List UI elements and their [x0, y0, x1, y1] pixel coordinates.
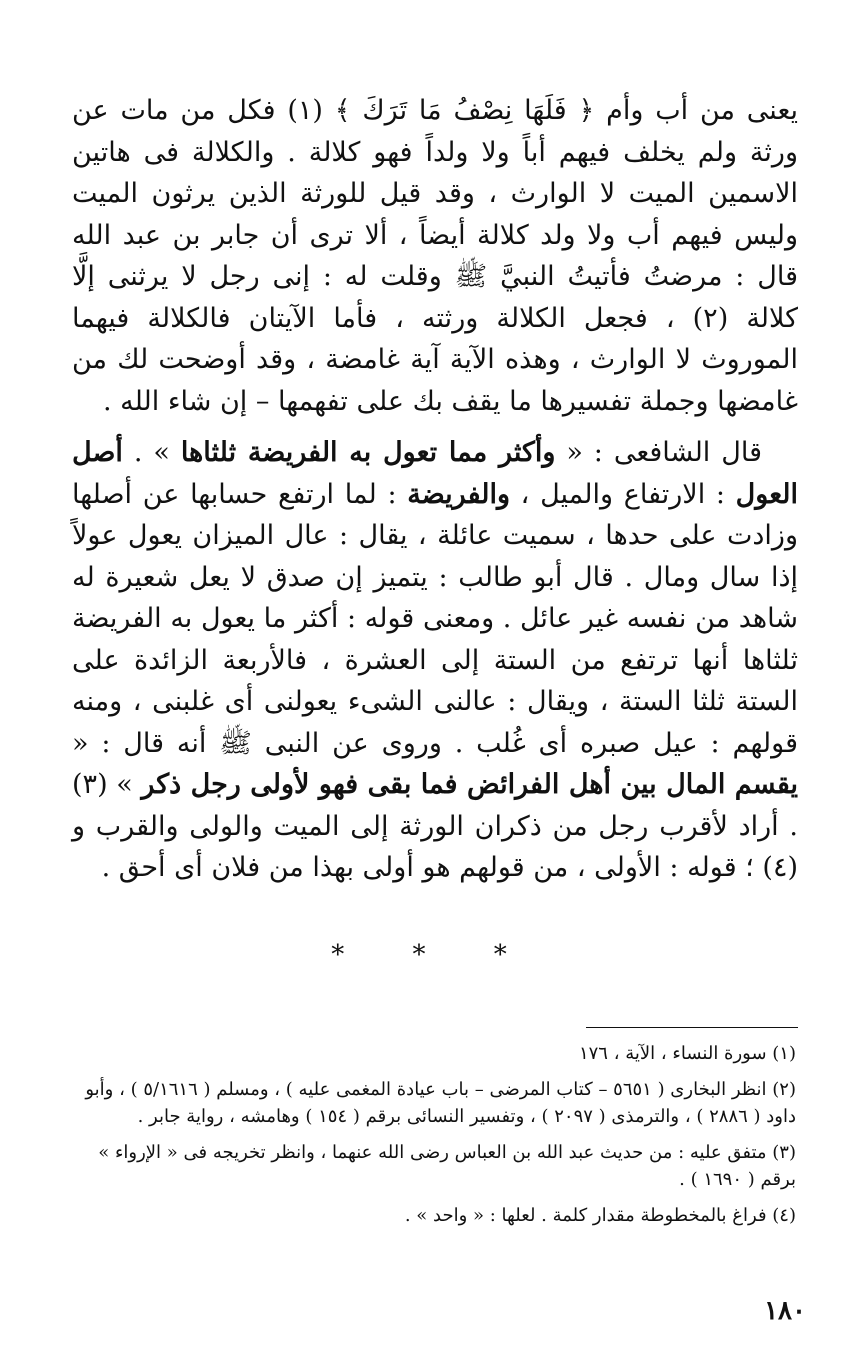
p2-intro: قال الشافعى : « — [555, 437, 762, 468]
p2-quote-bold: وأكثر مما تعول به الفريضة ثلثاها — [180, 437, 556, 468]
paragraph-2 — [72, 432, 798, 889]
footnotes — [72, 1040, 796, 1238]
p2-mid-3: : لما ارتفع حسابها عن أصلها وزادت على حدها ، سميت عائلة ، يقال : عال الميزان يعول عولاً إذا سال ومال . قال أبو طالب : يتميز إن صدق لا يعل شعيرة له شاهد من نفسه غير عائل . ومعنى قوله : أكثر ما يعول به الفريضة ثلثاها أنها ترتفع من الستة إلى العشرة ، فالأربعة الزائدة على الستة ثلثا الستة ، ويقال : عالنى الشىء يعولنى أى غلبنى ، ومنه قولهم : عيل صبره أى غُلب . وروى عن النبى ﷺ أنه قال : « — [72, 478, 798, 759]
p2-term-fareeda: والفريضة — [407, 478, 510, 510]
main-text — [72, 90, 798, 899]
paragraph-1: يعنى من أب وأم ﴿ فَلَهَا نِصْفُ مَا تَرَكَ ﴾ (١) فكل من مات عن ورثة ولم يخلف فيهم أباً ولا ولداً فهو كلالة . والكلالة فى هاتين الاسمين الميت لا الوارث ، وقد قيل للورثة الذين يرثون الميت وليس فيهم أب ولا ولد كلالة أيضاً ، ألا ترى أن جابر بن عبد الله قال : مرضتُ فأتيتُ النبيَّ ﷺ وقلت له : إنى رجل لا يرثنى إلَّا كلالة (٢) ، فجعل الكلالة ورثته ، فأما الآيتان فالكلالة فيهما الموروث لا الوارث ، وهذه الآية آية غامضة ، وقد أوضحت لك من غامضها وجملة تفسيرها ما يقف بك على تفهمها – إن شاء الله . — [72, 95, 798, 417]
page-number: ١٨٠ — [764, 1296, 806, 1326]
footnote-rule — [586, 1027, 798, 1028]
p2-mid-2: : الارتفاع والميل ، — [510, 478, 736, 510]
p2-end: » (٣) . أراد لأقرب رجل من ذكران الورثة إلى الميت والولى والقرب و (٤) ؛ قوله : الأولى ، من قولهم هو أولى بهذا من فلان أى أحق . — [72, 769, 798, 883]
section-separator: * * * — [331, 940, 537, 970]
footnote-1: (١) سورة النساء ، الآية ، ١٧٦ — [578, 1043, 796, 1064]
footnote-4: (٤) فراغ بالمخطوطة مقدار كلمة . لعلها : « واحد » . — [404, 1205, 796, 1226]
p2-mid-1: » . — [122, 437, 181, 468]
footnote-3: (٣) متفق عليه : من حديث عبد الله بن العباس رضى الله عنهما ، وانظر تخريجه فى « الإرواء » برقم ( ١٦٩٠ ) . — [98, 1142, 796, 1190]
p2-heading-awl: أصل العول — [72, 437, 798, 510]
footnote-2: (٢) انظر البخارى ( ٥٦٥١ – كتاب المرضى – باب عيادة المغمى عليه ) ، ومسلم ( ٥/١٦١٦ ) ، وأبو داود ( ٢٨٨٦ ) ، والترمذى ( ٢٠٩٧ ) ، وتفسير النسائى برقم ( ١٥٤ ) وهامشه ، رواية جابر . — [85, 1079, 796, 1127]
p2-hadith-bold: يقسم المال بين أهل الفرائض فما بقى فهو لأولى رجل ذكر — [141, 769, 799, 800]
